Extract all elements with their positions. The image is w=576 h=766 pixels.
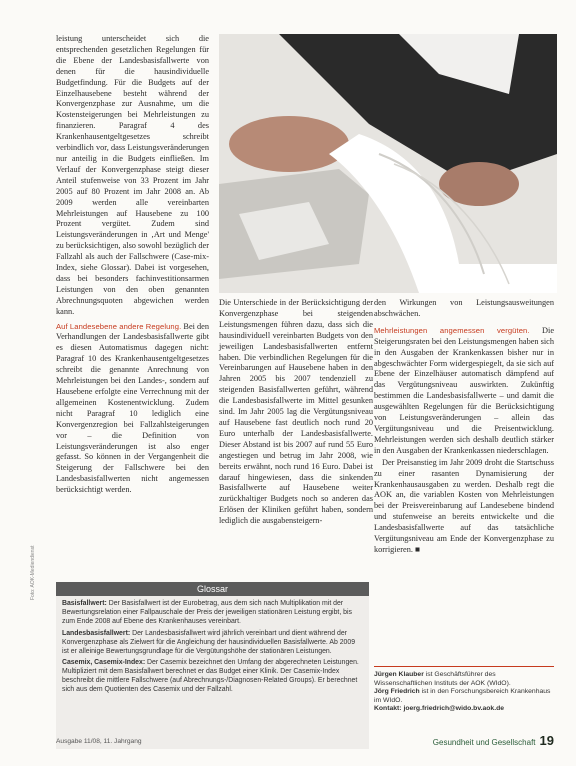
article-paragraph: Der Preisanstieg im Jahr 2009 droht die Startschuss zu einer rasanten Dynamisierung der Krankenhausausgaben zu werden. Deshalb regt die AOK an, die variablen Kosten von Mehrleistungen bei der Preisvereinbarung auf Landesebene bindend und stufenweise an bereits entwickelte und die Landesbasisfallwerte auf das tatsächliche Vergütungsniveau am Ende der Konvergenzphase zu korrigieren. ■ [374,457,554,554]
author-description: ist Geschäftsführer des Wissenschaftlichen Instituts der AOK (WIdO). [374,671,511,687]
issue-info: Ausgabe 11/08, 11. Jahrgang [56,738,142,745]
glossary-entry [62,630,363,657]
article-paragraph [374,326,554,457]
article-paragraph [56,322,209,497]
contact-email[interactable]: joerg.friedrich@wido.bv.aok.de [401,705,505,713]
page-number: 19 [539,733,554,748]
hands-with-receipt-image [219,34,557,293]
author-entry [374,688,554,705]
glossary-entry [62,600,363,627]
author-description: ist in den Forschungsbereich Krankenhaus im WIdO. [374,688,551,704]
article-column-3 [374,298,554,660]
glossary-body [56,596,369,695]
article-column-2 [219,298,373,573]
glossary-definition: Der Basisfallwert ist der Eurobetrag, aus dem sich nach Multiplikation mit der Bewertungsrelation einer Fallpauschale der Preis der jeweiligen stationären Leistung ergibt, bis zum Ende 2008 auf Ebene des Krankenhauses vereinbart. [62,600,352,625]
article-paragraph: leistung unterscheidet sich die entsprechenden gesetzlichen Regelungen für die Ebene der Landesbasisfallwerte von denen für die hausindividuelle Budgetfindung. Für die Budgets auf der Einzelhausebene besteht während der Konvergenzphase zur Ausnahme, um die Kostensteigerungen bei Mehrleistungen zu finanzieren. Paragraf 4 des Krankenhausentgeltgesetzes schreibt verbindlich vor, dass Leistungsveränderungen nur anteilig in die Budgets einfließen. Im Verlauf der Konvergenzphase steigt dieser Anteil stufenweise von 33 Prozent im Jahr 2005 auf 80 Prozent im Jahr 2008 an. Ab 2009 werden alle vereinbarten Mehrleistungen auf Hausebene zu 100 Prozent vergütet. Zudem sind Leistungsveränderungen in ‚Art und Menge' zu berücksichtigen, also sowohl bezüglich der Fallzahl als auch der Fallschwere (Case-mix-Index, siehe Glossar). Dabei ist vorgesehen, dass bei besonders fachinvestitionsarmen Leistungen von den oben genannten Abrechnungsquoten abgewichen werden kann. [56,34,209,316]
article-text: Die Steigerungsraten bei den Leistungsmengen haben sich in den Ausgaben der Krankenkassen bisher nur in abgeschwächter Form widergespiegelt, da sie sich auf Ebene der Einzelhäuser automatisch dämpfend auf das Vergütungsniveau auswirkten. Zukünftig bestimmen die Landesbasisfallwerte – und damit die ausgewählten Regelungen für die Berücksichtigung von Leistungsveränderungen – allein das Vergütungsniveau und die Preisentwicklung. Mehrleistungen werden sich deshalb deutlich stärker in den Ausgaben der Krankenkassen niederschlagen. [374,325,554,455]
author-contact [374,705,554,714]
magazine-name: Gesundheit und Gesellschaft [432,738,536,747]
glossary-entry [62,659,363,695]
glossary-title: Glossar [56,582,369,596]
glossary-term: Casemix, Casemix-Index: [62,659,146,667]
article-column-1 [56,34,209,578]
article-text: Bei den Verhandlungen der Landesbasisfallwerte gibt es diesen Automatismus dagegen nicht: Paragraf 10 des Krankenhausentgeltgesetzes schreibt die genannte Anrechnung von Mehrleistungen bei den Landes-, sondern auf Hausebene erfolgte eine Verrechnung mit der allgemeinen Kostenentwicklung. Zudem nicht Paragraf 10 lediglich eine Konvergenzregion bei Fallzahlsteigerungen vor – die Definition von Leistungsveränderungen ist also enger gefasst. So können in der Vergangenheit die Steigerung der Fallschwere bei den Landesbasisfallwerten nicht angemessen berücksichtigt werden. [56,321,210,495]
glossary-definition: Der Casemix bezeichnet den Umfang der abgerechneten Leistungen. Multipliziert mit dem Basisfallwert berechnet er das Budget einer Klinik. Der Casemix-Index beschreibt die mittlere Fallschwere (auf Abrechnungs-/Diagnosen-Related Groups). Er berechnet sich aus dem Quotienten des Casemix und der Fallzahl. [62,659,359,694]
section-subhead: Mehrleistungen angemessen vergüten. [374,325,530,335]
glossary-box [56,582,369,749]
article-paragraph: Die Unterschiede in der Berücksichtigung der Konvergenzphase bei steigenden Leistungsmengen führen dazu, dass sich die hausindividuell vereinbarten Budgets von den jeweiligen Landesbasisfallwerten entfernt haben. Die verbindlichen Regelungen für die Vereinbarungen auf Hausebene haben in den Jahren 2005 bis 2007 tendenziell zu steigenden Basisfallwerten geführt, während die Landesbasisfallwerte im Mittel gesunken sind. Im Jahr 2005 lag die Vergütungsniveau auf Hausebene fast deutlich noch rund 20 Euro unterhalb der Landesbasisfallwerte. Dieser Abstand ist bis 2007 auf rund 55 Euro angestiegen und betrug im Jahr 2008, wie bereits erwähnt, noch rund 16 Euro. Dabei ist darauf hingewiesen, dass die sinkenden Basisfallwerte auf Hausebene weiter zurückhaltiger Budgets noch so anderen das Erlösen der Kliniken geführt haben, sondern lediglich die ausgabensteigern- [219,298,373,526]
author-info [374,666,554,714]
glossary-term: Landesbasisfallwert: [62,629,131,637]
glossary-definition: Der Landesbasisfallwert wird jährlich vereinbart und dient während der Konvergenzphase als Zielwert für die Angleichung der hausindividuellen Basisfallwerte. Ab 2009 ist er alleinige Bewertungsgrundlage für die Vergütungshöhe der stationären Leistungen. [62,629,356,655]
author-name: Jürgen Klauber [374,671,424,678]
photo-credit: Foto: AOK-Mediendienst [30,545,36,600]
contact-label: Kontakt: [374,705,402,713]
glossary-term: Basisfallwert: [62,600,107,607]
article-paragraph: den Wirkungen von Leistungsausweitungen abschwächen. [374,298,554,318]
author-name: Jörg Friedrich [374,688,420,696]
footer-magazine [433,733,554,748]
section-subhead: Auf Landesebene andere Regelung. [56,321,182,331]
article-photo [219,34,557,293]
author-entry [374,671,554,688]
